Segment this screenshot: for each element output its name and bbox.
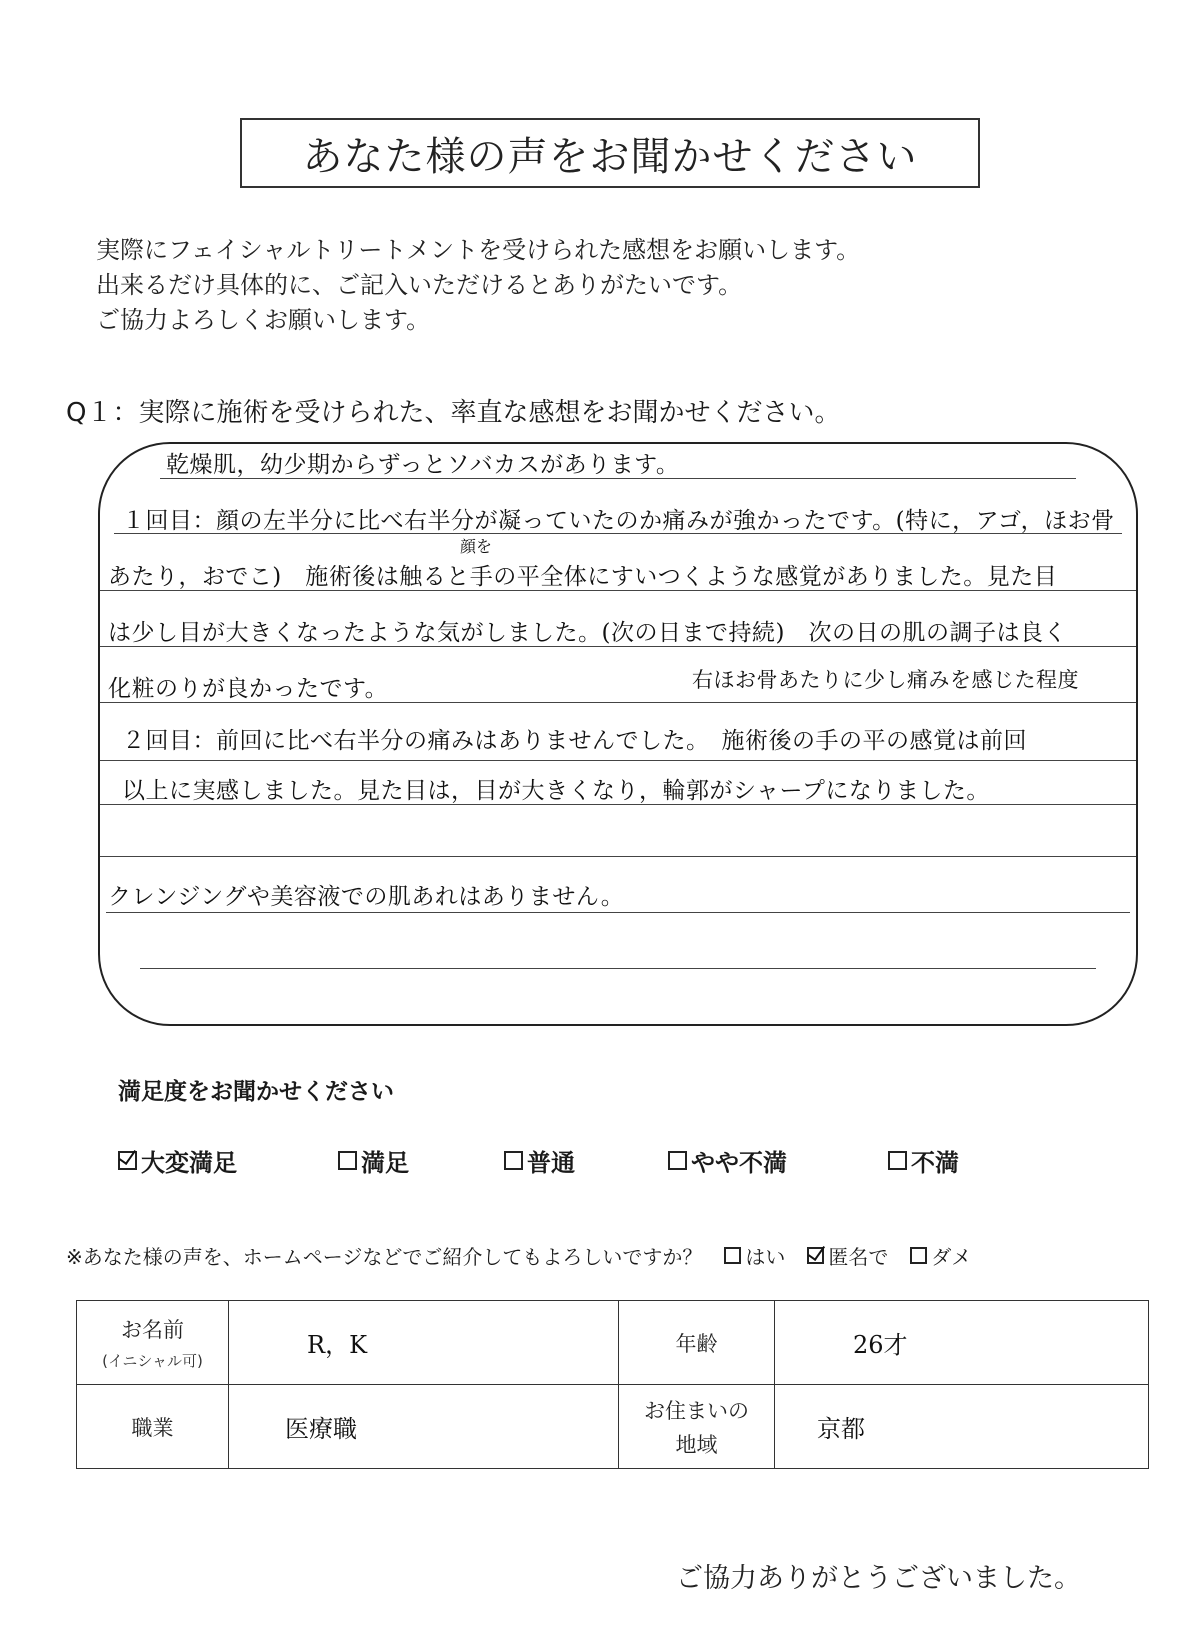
area-label-line-2: 地域 [675,1432,718,1457]
name-label-cell [77,1301,229,1385]
thanks-message: ご協力ありがとうございました。 [676,1563,1081,1594]
satisfaction-heading: 満足度をお聞かせください [118,1079,394,1105]
intro-line-1: 実際にフェイシャルトリートメントを受けられた感想をお願いします。 [96,236,861,264]
name-label: お名前 [121,1318,184,1342]
area-label-line-1: お住まいの [644,1398,749,1423]
permission-label: 匿名で [828,1245,889,1269]
permission-option-no[interactable] [910,1241,971,1270]
answer-rule [100,856,1136,857]
answer-line-7: 以上に実感しました。見た目は，目が大きくなり，輪郭がシャープになりました。 [122,778,990,804]
answer-box [98,442,1138,1026]
area-label-cell [619,1385,775,1469]
age-label: 年齢 [619,1301,775,1385]
intro-line-3: ご協力よろしくお願いします。 [96,306,431,334]
answer-rule [106,912,1130,913]
answer-line-5: 化粧のりが良かったです。 [108,676,389,702]
permission-question: ※あなた様の声を、ホームページなどでご紹介してもよろしいですか？ [66,1245,703,1269]
name-value[interactable]: R，K [229,1301,619,1385]
satisfaction-label: 普通 [527,1149,575,1177]
checkbox[interactable] [504,1151,523,1170]
answer-rule [100,760,1136,761]
answer-insertion: 顔を [460,537,493,556]
permission-label: はい [745,1245,786,1269]
job-label: 職業 [77,1385,229,1469]
satisfaction-option-neutral[interactable] [504,1143,575,1178]
permission-option-anonymous[interactable] [807,1241,888,1270]
checkbox[interactable] [118,1151,137,1170]
name-sublabel: (イニシャル可) [102,1352,203,1370]
satisfaction-option-dissatisfied[interactable] [888,1143,959,1178]
answer-line-3: あたり，おでこ) 施術後は触ると手の平全体にすいつくような感覚がありました。見た目 [108,564,1058,590]
permission-row [66,1241,971,1270]
checkbox[interactable] [724,1247,741,1264]
checkbox[interactable] [807,1247,824,1264]
satisfaction-option-satisfied[interactable] [338,1143,409,1178]
question-1: Q１：実際に施術を受けられた、率直な感想をお聞かせください。 [66,398,841,428]
answer-line-2: １回目：顔の左半分に比べ右半分が凝っていたのか痛みが強かったです。(特に，アゴ，ほお骨 [122,508,1115,534]
job-value[interactable]: 医療職 [229,1385,619,1469]
answer-rule [140,968,1096,969]
checkbox[interactable] [888,1151,907,1170]
intro-line-2: 出来るだけ具体的に、ご記入いただけるとありがたいです。 [96,271,743,299]
checkbox[interactable] [668,1151,687,1170]
permission-option-yes[interactable] [724,1241,785,1270]
answer-line-1: 乾燥肌，幼少期からずっとソバカスがあります。 [166,452,680,478]
satisfaction-label: やや不満 [691,1149,787,1177]
area-value[interactable]: 京都 [775,1385,1149,1469]
info-table [76,1300,1149,1469]
satisfaction-label: 満足 [361,1149,409,1177]
answer-line-9: クレンジングや美容液での肌あれはありません。 [108,884,625,910]
satisfaction-label: 大変満足 [141,1149,237,1177]
age-value[interactable]: 26才 [775,1301,1149,1385]
form-title: あなた様の声をお聞かせください [240,118,980,188]
satisfaction-option-very-satisfied[interactable] [118,1143,237,1178]
satisfaction-label: 不満 [911,1149,959,1177]
answer-note: 右ほお骨あたりに少し痛みを感じた程度 [692,668,1079,692]
checkbox[interactable] [910,1247,927,1264]
answer-line-6: ２回目：前回に比べ右半分の痛みはありませんでした。 施術後の手の平の感覚は前回 [122,728,1027,754]
answer-line-4: は少し目が大きくなったような気がしました。(次の日まで持続) 次の日の肌の調子は良く [108,620,1067,646]
satisfaction-option-somewhat-dissatisfied[interactable] [668,1143,787,1178]
checkbox[interactable] [338,1151,357,1170]
permission-label: ダメ [931,1245,972,1269]
